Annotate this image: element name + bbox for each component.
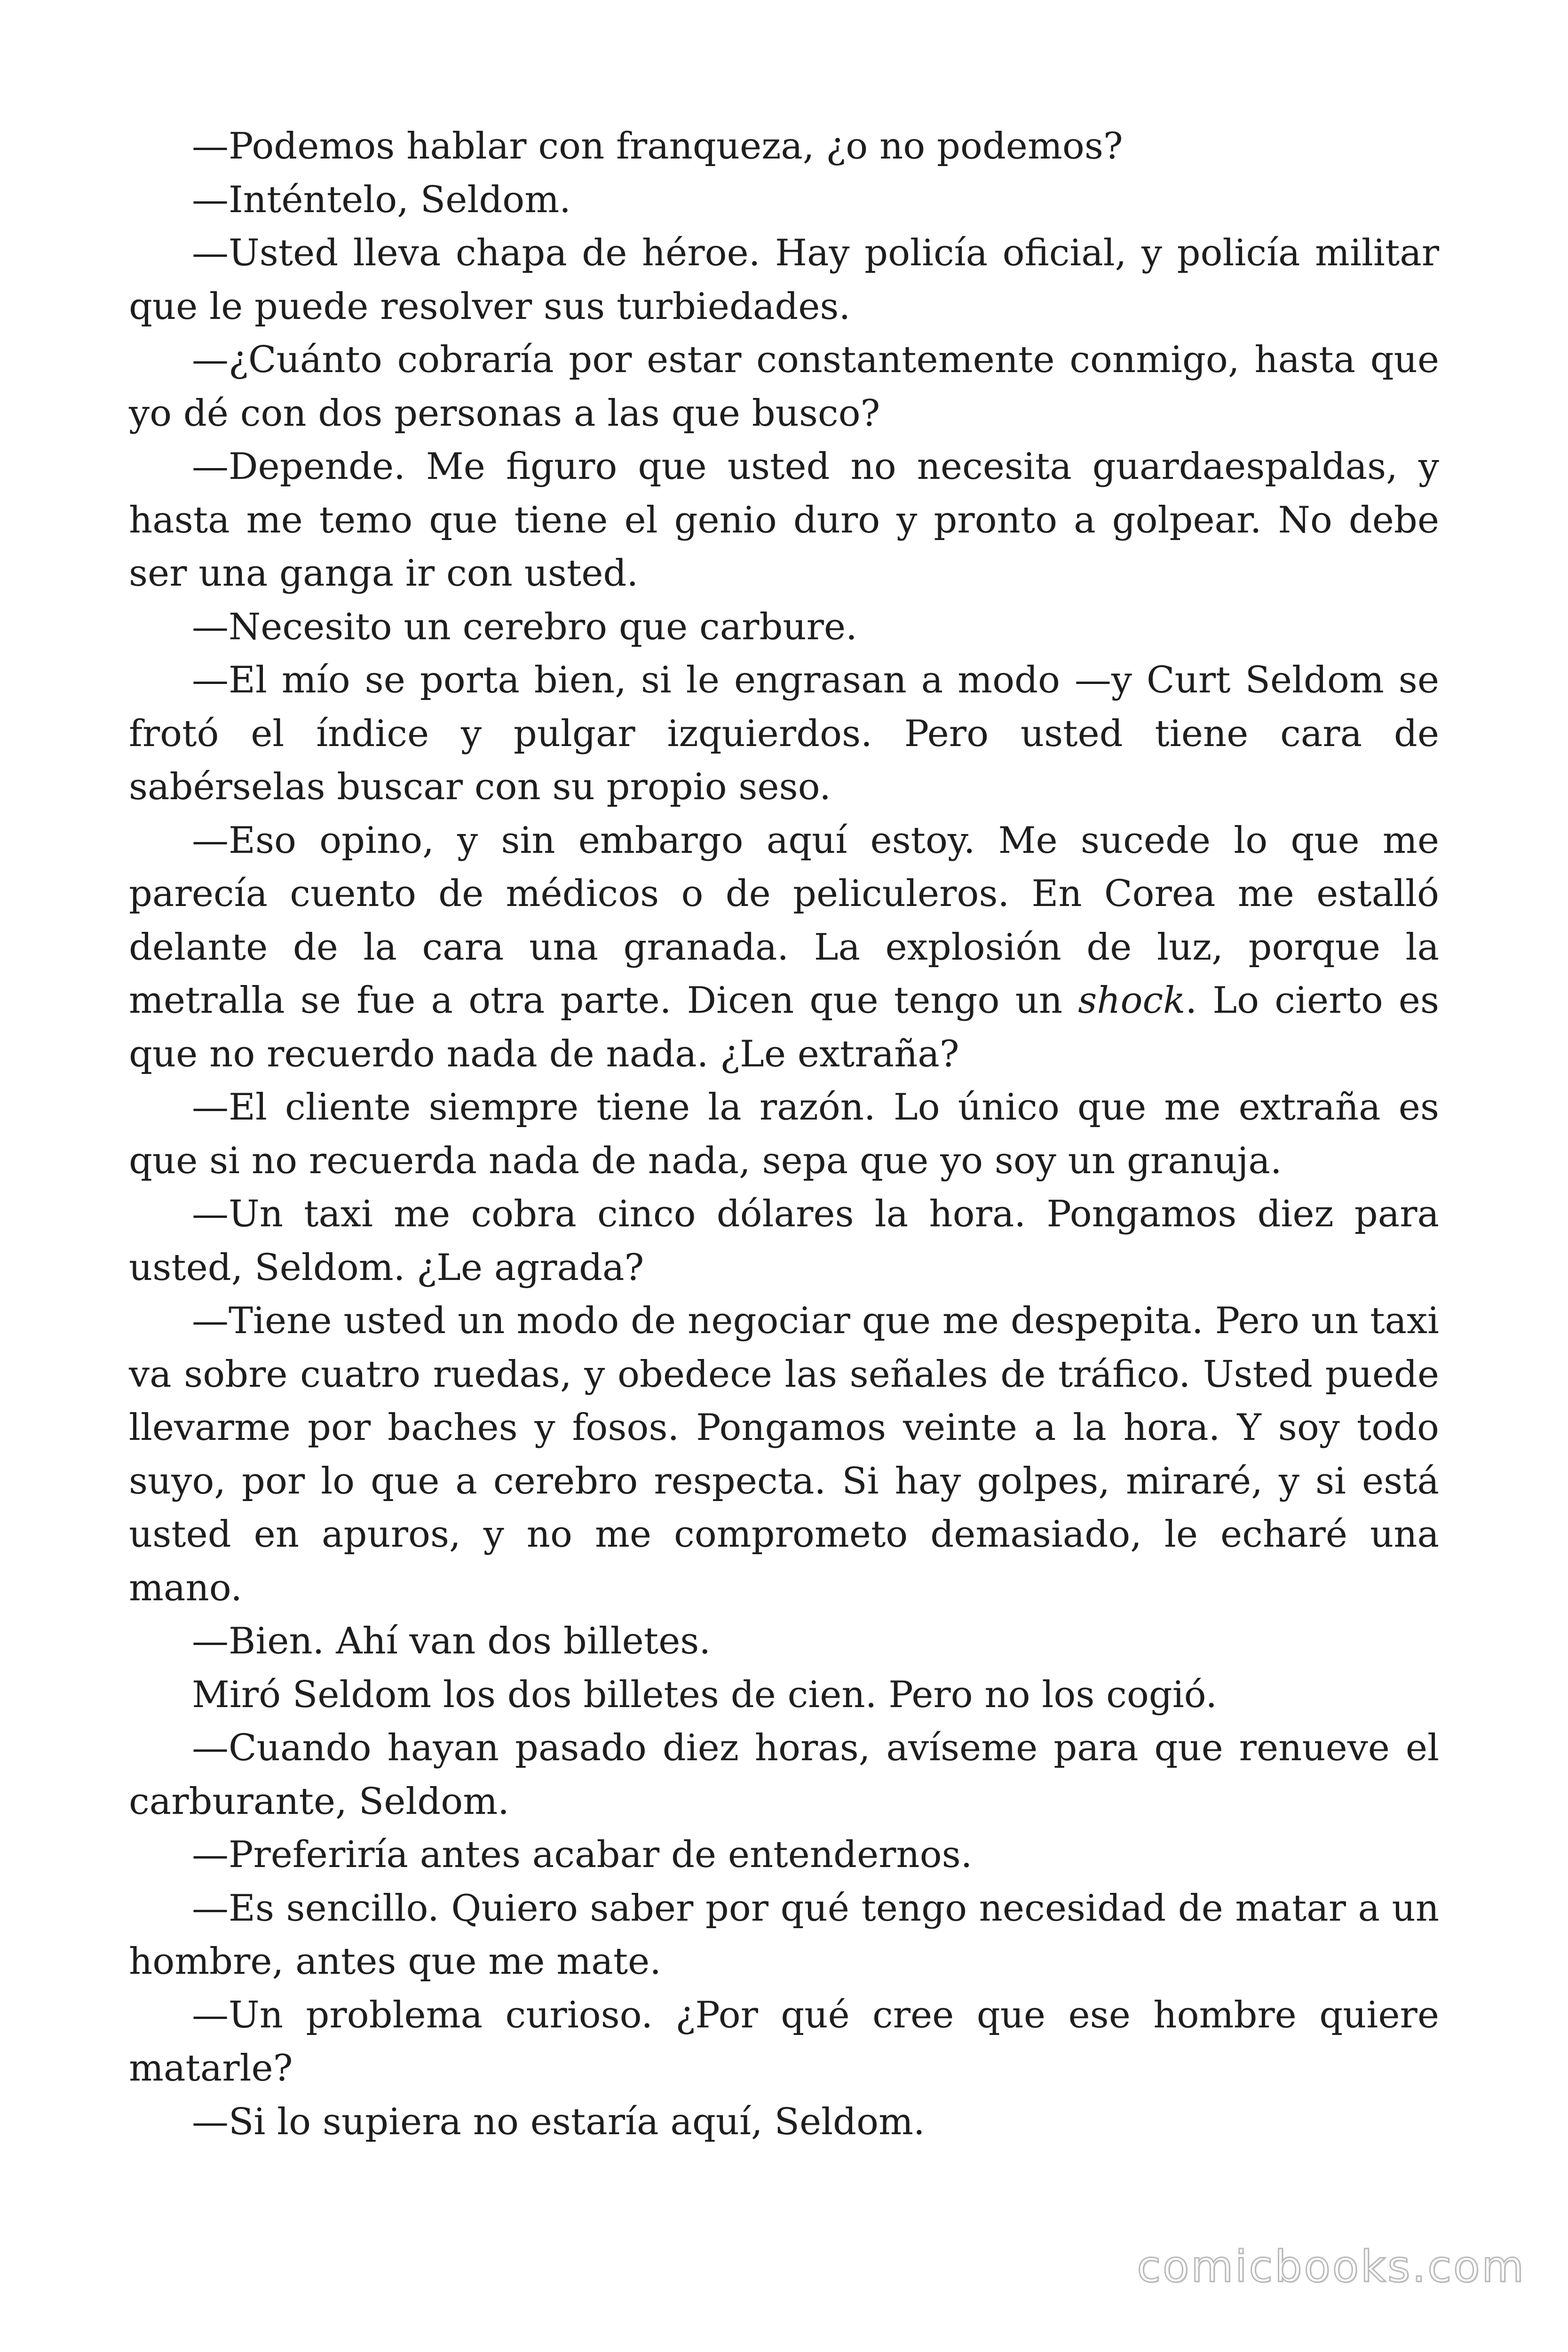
paragraph-9: —El cliente siempre tiene la razón. Lo único que me extraña es que si no recuerda nada de nada, sepa que yo soy un granuja.: [129, 1086, 1439, 1182]
paragraph-11: —Tiene usted un modo de negociar que me despepita. Pero un taxi va sobre cuatro ruedas, y obedece las señales de tráfico. Usted puede llevarme por baches y fosos. Pongamos veinte a la hora. Y soy todo suyo, por lo que a cerebro respecta. Si hay golpes, miraré, y si está usted en apuros, y no me comprometo demasiado, le echaré una mano.: [129, 1300, 1439, 1609]
paragraph-5: —Depende. Me figuro que usted no necesita guardaespaldas, y hasta me temo que tiene el genio duro y pronto a golpear. No debe ser una ganga ir con usted.: [129, 445, 1439, 595]
paragraph-14: —Cuando hayan pasado diez horas, avíseme para que renueve el carburante, Seldom.: [129, 1727, 1439, 1823]
paragraph-1: —Podemos hablar con franqueza, ¿o no podemos?: [192, 125, 1123, 167]
paragraph-12: —Bien. Ahí van dos billetes.: [192, 1620, 711, 1662]
body-text: [129, 120, 1439, 2149]
paragraph-15: —Preferiría antes acabar de entendernos.: [192, 1834, 973, 1876]
paragraph-2: —Inténtelo, Seldom.: [192, 178, 571, 221]
paragraph-10: —Un taxi me cobra cinco dólares la hora. Pongamos diez para usted, Seldom. ¿Le agrada?: [129, 1193, 1439, 1289]
paragraph-16: —Es sencillo. Quiero saber por qué tengo necesidad de matar a un hombre, antes que me mate.: [129, 1887, 1439, 1983]
watermark: comicbooks.com: [1137, 2241, 1526, 2292]
paragraph-8: [129, 814, 1439, 1081]
italic-word-shock: shock: [1078, 979, 1186, 1022]
paragraph-7: —El mío se porta bien, si le engrasan a modo —y Curt Seldom se frotó el índice y pulgar izquierdos. Pero usted tiene cara de sabérselas buscar con su propio seso.: [129, 659, 1439, 808]
paragraph-8-text-before: —Eso opino, y sin embargo aquí estoy. Me sucede lo que me parecía cuento de médicos o de peliculeros. En Corea me estalló delante de la cara una granada. La explosión de luz, porque la metralla se fue a otra parte. Dicen que tengo un: [129, 819, 1439, 1022]
paragraph-13: Miró Seldom los dos billetes de cien. Pero no los cogió.: [192, 1673, 1218, 1716]
paragraph-17: —Un problema curioso. ¿Por qué cree que ese hombre quiere matarle?: [129, 1994, 1439, 2090]
paragraph-4: —¿Cuánto cobraría por estar constantemente conmigo, hasta que yo dé con dos personas a las que busco?: [129, 339, 1439, 435]
paragraph-8-text-after: . Lo cierto es que no recuerdo nada de nada. ¿Le extraña?: [129, 979, 1439, 1075]
paragraph-18: —Si lo supiera no estaría aquí, Seldom.: [192, 2100, 925, 2143]
paragraph-6: —Necesito un cerebro que carbure.: [192, 605, 857, 648]
paragraph-3: —Usted lleva chapa de héroe. Hay policía oficial, y policía militar que le puede resolver sus turbiedades.: [129, 232, 1439, 328]
